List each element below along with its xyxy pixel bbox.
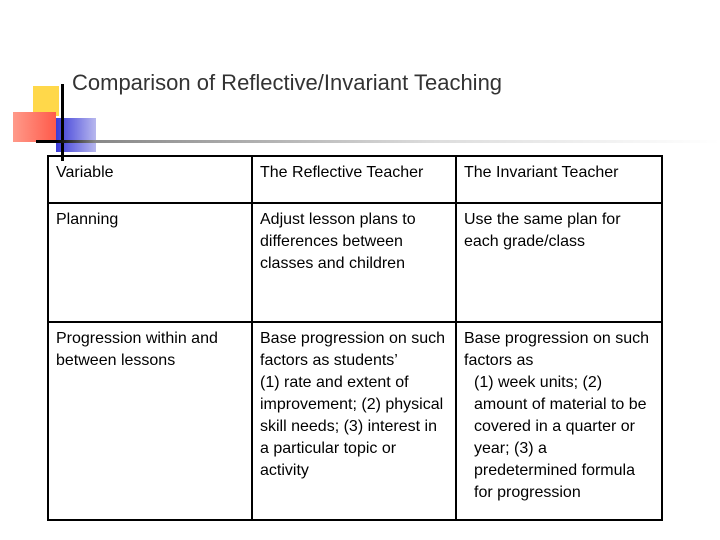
cell-text-list: (1) rate and extent of improvement; (2) physical skill needs; (3) interest in a particular topic or activity	[260, 374, 444, 479]
decorative-horizontal-rule	[36, 140, 720, 143]
cell-text-list: (1) week units; (2) amount of material to be covered in a quarter or year; (3) a predetermined formula for progression	[474, 374, 647, 501]
header-invariant-teacher: The Invariant Teacher	[456, 156, 662, 203]
cell-invariant	[456, 322, 662, 520]
table-header-row	[48, 156, 662, 203]
decorative-vertical-line	[61, 84, 64, 161]
cell-variable: Progression within and between lessons	[48, 322, 252, 520]
cell-reflective: Adjust lesson plans to differences between classes and children	[252, 203, 456, 322]
table-row-planning	[48, 203, 662, 322]
header-variable: Variable	[48, 156, 252, 203]
table-row-progression	[48, 322, 662, 520]
header-reflective-teacher: The Reflective Teacher	[252, 156, 456, 203]
comparison-table	[47, 155, 663, 521]
cell-reflective	[252, 322, 456, 520]
cell-text-intro: Base progression on such factors as students’	[260, 330, 445, 369]
slide-title: Comparison of Reflective/Invariant Teaching	[72, 70, 503, 95]
cell-text-intro: Base progression on such factors as	[464, 330, 649, 369]
decorative-red-square	[13, 112, 56, 142]
cell-invariant: Use the same plan for each grade/class	[456, 203, 662, 322]
cell-variable: Planning	[48, 203, 252, 322]
